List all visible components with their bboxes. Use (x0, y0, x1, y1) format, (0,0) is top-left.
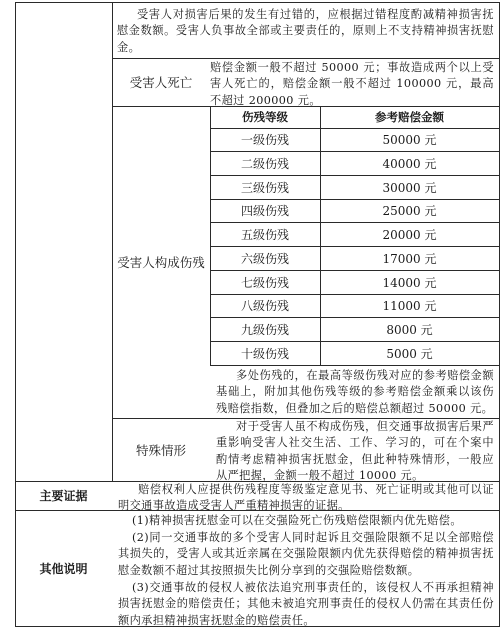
amount-cell: 25000 元 (382, 204, 437, 218)
row-divider (210, 365, 500, 366)
grade-cell: 六级伤残 (240, 251, 289, 266)
amount-cell: 17000 元 (382, 251, 437, 266)
grade-cell: 二级伤残 (240, 156, 289, 171)
amount-cell: 20000 元 (382, 227, 437, 242)
amount-cell: 30000 元 (382, 180, 437, 195)
disability-label: 受害人构成伤残 (117, 255, 205, 270)
amount-cell: 40000 元 (382, 156, 437, 171)
evidence-label: 主要证据 (39, 489, 88, 503)
special-text: 对于受害人虽不构成伤残，但交通事故损害后果严重影响受害人社交生活、工作、学习的，可在个案中酌情考虑精神损害抚慰金，但此种特殊情形，一般应从严把握，金额一般不超过 10000 元。 (216, 420, 494, 482)
amount-cell: 11000 元 (382, 299, 437, 313)
other-item: (1)精神损害抚慰金可以在交强险死亡伤残赔偿限额内优先赔偿。 (132, 514, 462, 527)
grade-cell: 七级伤残 (240, 275, 289, 290)
grade-cell: 四级伤残 (240, 204, 289, 218)
grade-cell: 十级伤残 (240, 346, 289, 361)
grade-cell: 九级伤残 (240, 322, 289, 337)
amount-cell: 8000 元 (386, 322, 433, 337)
amount-cell: 5000 元 (386, 346, 433, 361)
amount-cell: 14000 元 (382, 275, 437, 290)
header-grade: 伤残等级 (242, 110, 288, 124)
death-label: 受害人死亡 (129, 75, 193, 90)
other-label: 其他说明 (39, 561, 88, 576)
grade-cell: 三级伤残 (240, 180, 289, 195)
fault-reduction-note: 受害人对损害后果的发生有过错的，应根据过错程度酌减精神损害抚慰金数额。受害人负事故全部或主要责任的，原则上不支持精神损害抚慰金。 (117, 8, 494, 54)
special-label: 特殊情形 (135, 442, 186, 458)
amount-cell: 50000 元 (382, 133, 437, 147)
table-border-top (15, 2, 500, 3)
header-amount: 参考赔偿金额 (375, 110, 444, 124)
death-text: 赔偿金额一般不超过 50000 元；事故造成两个以上受害人死亡的，赔偿金额一般不超过 100000 元，最高不超过 200000 元。 (210, 61, 494, 107)
other-item: (3)交通事故的侵权人被依法追究刑事责任的，该侵权人不再承担精神损害抚慰金的赔偿责任；其他未被追究刑事责任的侵权人仍需在其责任份额内承担精神损害抚慰金的赔偿责任。 (118, 581, 494, 627)
multiple-disability-note: 多处伤残的，在最高等级伤残对应的参考赔偿金额基础上，附加其他伤残等级的参考赔偿金额乘以该伤残赔偿指数，但叠加之后的赔偿总额超过 50000 元。 (216, 369, 494, 415)
evidence-text: 赔偿权利人应提供伤残程度等级鉴定意见书、死亡证明或其他可以证明交通事故造成受害人严重精神损害的证据。 (118, 483, 494, 513)
grade-cell: 五级伤残 (240, 227, 289, 242)
other-item: (2)同一交通事故的多个受害人同时起诉且交强险限额不足以全部赔偿其损失的，受害人或其近亲属在交强险限额内优先获得赔偿的精神损害抚慰金数额不超过其按照损失比例分享到的交强险赔偿数额。 (118, 531, 494, 577)
grade-cell: 八级伤残 (240, 299, 289, 313)
grade-cell: 一级伤残 (240, 133, 289, 147)
